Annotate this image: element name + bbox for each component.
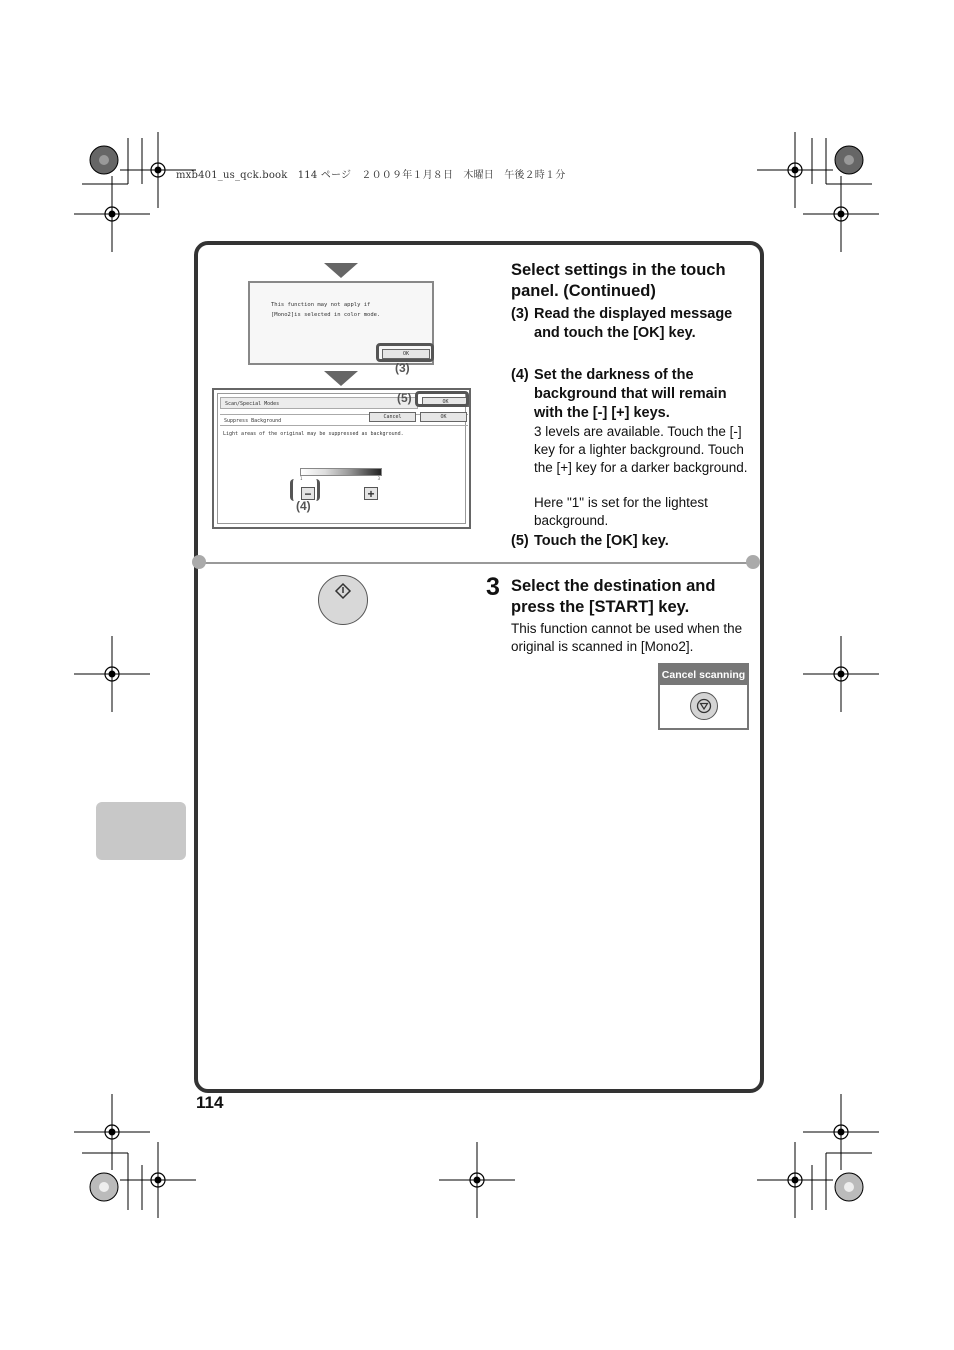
plus-button[interactable]: +	[364, 487, 378, 500]
step-number: 3	[486, 573, 500, 601]
item-text: Set the darkness of the background that will remain with the [-] [+] keys.	[534, 367, 727, 421]
suppress-background-panel	[212, 388, 471, 529]
divider-dot	[192, 555, 206, 569]
minus-button[interactable]: −	[301, 487, 315, 500]
crosshair-icon	[803, 636, 879, 712]
item-4-detail2: Here "1" is set for the lightest background.	[534, 495, 708, 528]
crosshair-icon	[439, 1142, 515, 1218]
crosshair-icon	[74, 176, 150, 252]
step2-heading: Select settings in the touch panel. (Continued)	[511, 261, 726, 300]
panel-title: Scan/Special Modes	[220, 397, 418, 409]
panel-subtitle: Suppress Background	[220, 414, 468, 426]
scale-tick: 3	[377, 476, 380, 481]
darkness-scale	[300, 468, 382, 476]
flow-arrow-icon	[324, 371, 358, 386]
crosshair-icon	[74, 1094, 150, 1170]
cancel-scanning-label: Cancel scanning	[660, 665, 747, 685]
step2-item-3	[511, 305, 747, 365]
dialog-message: This function may not apply if [Mono2]is selected in color mode.	[271, 302, 381, 318]
flow-arrow-icon	[324, 263, 358, 278]
panel-description: Light areas of the original may be suppressed as background.	[223, 431, 404, 437]
registration-target-icon	[835, 1173, 863, 1201]
start-button[interactable]	[318, 575, 368, 625]
page-number: 114	[196, 1093, 224, 1112]
item-4-detail: 3 levels are available. Touch the [-] key for a lighter background. Touch the [+] key for a darker background.	[534, 424, 748, 475]
crosshair-icon	[74, 636, 150, 712]
panel-ok-button[interactable]: OK	[422, 397, 469, 407]
crosshair-icon	[120, 1142, 196, 1218]
stop-icon	[690, 692, 718, 720]
callout-label-3: (3)	[395, 361, 410, 375]
callout-ok-highlight	[376, 343, 434, 362]
step2-item-5	[511, 532, 747, 552]
crosshair-icon	[757, 1142, 833, 1218]
callout-panel-ok-highlight	[415, 391, 469, 407]
print-header: mxb401_us_qck.book 114 ページ ２００９年１月８日 木曜日 午後２時１分	[176, 170, 566, 181]
registration-target-icon	[90, 146, 118, 174]
cancel-scanning-box	[658, 663, 749, 730]
crosshair-icon	[803, 1094, 879, 1170]
step2-item-4	[511, 366, 747, 426]
step-divider	[198, 562, 754, 564]
item-number: (4)	[511, 367, 529, 383]
item-number: (3)	[511, 306, 529, 322]
panel-ok2-button[interactable]: OK	[420, 412, 467, 422]
registration-target-icon	[90, 1173, 118, 1201]
dialog-ok-button[interactable]: OK	[382, 349, 430, 359]
step3-heading: Select the destination and press the [START] key.	[511, 577, 716, 616]
panel-cancel-button[interactable]: Cancel	[369, 412, 416, 422]
chapter-tab	[96, 802, 186, 860]
crosshair-icon	[757, 132, 833, 208]
scale-tick: 1	[300, 476, 303, 481]
divider-dot	[746, 555, 760, 569]
item-text: Read the displayed message and touch the [OK] key.	[534, 306, 733, 341]
registration-target-icon	[835, 146, 863, 174]
crosshair-icon	[803, 176, 879, 252]
stop-button[interactable]	[690, 692, 718, 720]
callout-label-5: (5)	[397, 391, 412, 405]
step3-body: This function cannot be used when the original is scanned in [Mono2].	[511, 621, 743, 654]
callout-label-4: (4)	[296, 499, 311, 513]
item-text: Touch the [OK] key.	[534, 533, 669, 549]
item-number: (5)	[511, 533, 529, 549]
callout-minus-highlight	[290, 479, 320, 501]
start-diamond-icon	[318, 575, 368, 625]
